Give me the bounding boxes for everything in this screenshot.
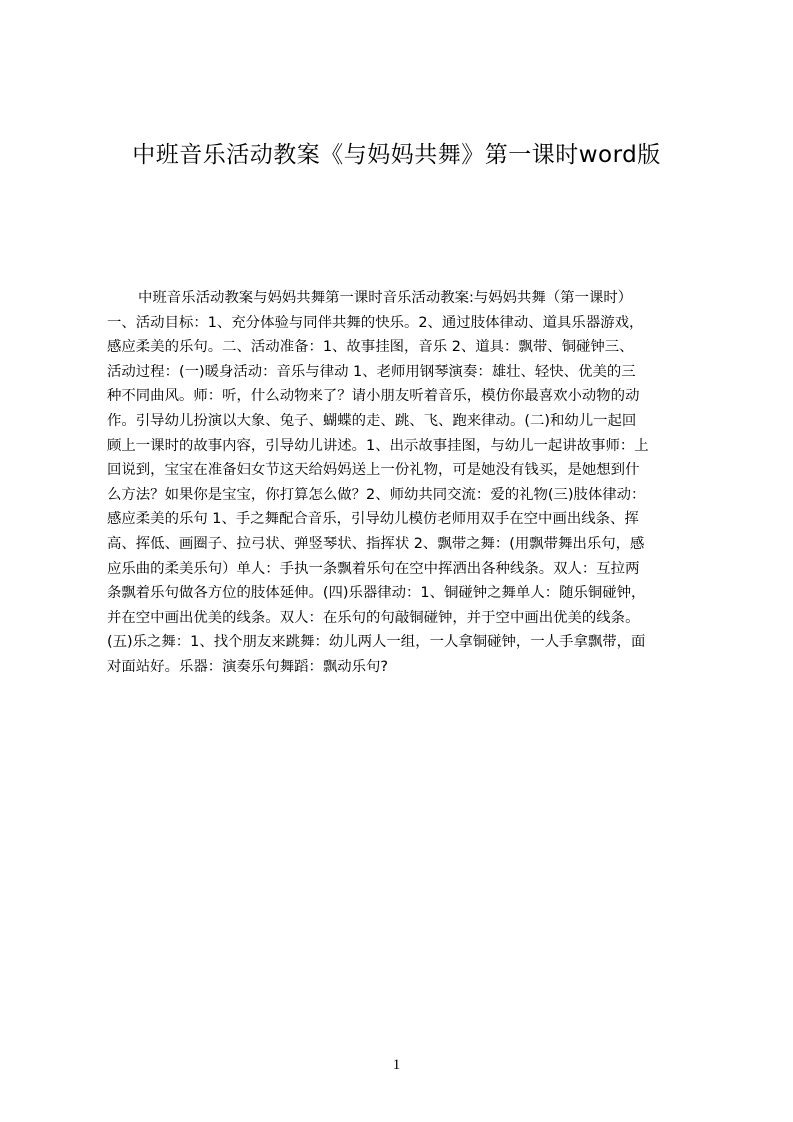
body-line: 作。引导幼儿扮演以大象、兔子、蝴蝶的走、跳、飞、跑来律动。(二)和幼儿一起回 xyxy=(107,412,637,429)
body-line: 中班音乐活动教案与妈妈共舞第一课时音乐活动教案:与妈妈共舞（第一课时） xyxy=(138,290,633,306)
body-line: 活动过程：(一)暖身活动：音乐与律动 1、老师用钢琴演奏：雄壮、轻快、优美的三 xyxy=(107,363,636,380)
document-title: 中班音乐活动教案《与妈妈共舞》第一课时word版 xyxy=(132,142,661,168)
body-line: 应乐曲的柔美乐句）单人：手执一条飘着乐句在空中挥洒出各种线条。双人：互拉两 xyxy=(107,560,640,577)
body-line: 感应柔美的乐句。二、活动准备：1、故事挂图，音乐 2、道具：飘带、铜碰钟三、 xyxy=(107,339,634,356)
body-line: 对面站好。乐器：演奏乐句舞蹈：飘动乐句? xyxy=(107,658,389,675)
body-line: (五)乐之舞：1、找个朋友来跳舞：幼儿两人一组，一人拿铜碰钟，一人手拿飘带，面 xyxy=(107,634,646,651)
body-line: 高、挥低、画圈子、拉弓状、弹竖琴状、指挥状 2、飘带之舞：(用飘带舞出乐句，感 xyxy=(107,535,645,552)
body-line: 并在空中画出优美的线条。双人：在乐句的句敲铜碰钟，并于空中画出优美的线条。 xyxy=(107,609,640,626)
document-body xyxy=(107,286,700,680)
body-line: 条飘着乐句做各方位的肢体延伸。(四)乐器律动：1、铜碰钟之舞单人：随乐铜碰钟， xyxy=(107,585,646,602)
body-line: 顾上一课时的故事内容，引导幼儿讲述。1、出示故事挂图，与幼儿一起讲故事师：上 xyxy=(107,437,649,454)
page-number: 1 xyxy=(392,1057,401,1073)
body-line: 回说到，宝宝在准备妇女节这天给妈妈送上一份礼物，可是她没有钱买，是她想到什 xyxy=(107,462,640,479)
body-line: 么方法？如果你是宝宝，你打算怎么做？2、师幼共同交流：爱的礼物(三)肢体律动： xyxy=(107,486,646,503)
body-line: 一、活动目标：1、充分体验与同伴共舞的快乐。2、通过肢体律动、道具乐器游戏， xyxy=(107,314,644,331)
body-line: 感应柔美的乐句 1、手之舞配合音乐，引导幼儿模仿老师用双手在空中画出线条、挥 xyxy=(107,511,639,528)
body-line: 种不同曲风。师：听，什么动物来了？请小朋友听着音乐，模仿你最喜欢小动物的动 xyxy=(107,388,640,405)
